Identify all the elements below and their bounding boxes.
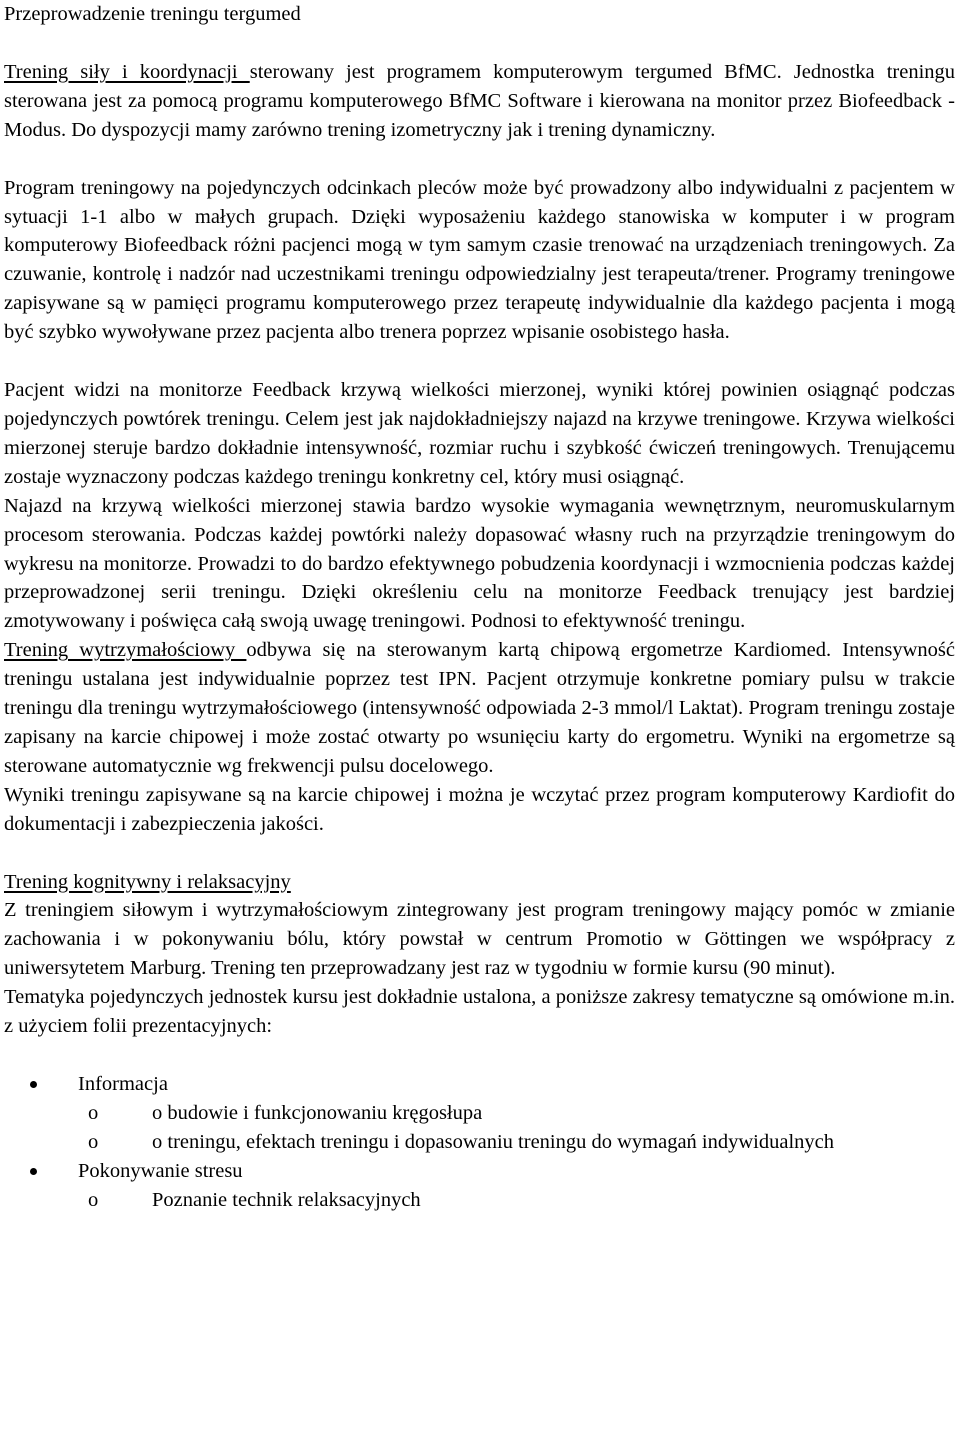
paragraph-pacjent: Pacjent widzi na monitorze Feedback krzywą wielkości mierzonej, wyniki której powinien osiągnąć podczas pojedynczych powtórek treningu. Celem jest jak najdokładniejszy najazd na krzywe treningowe. Krzywa wielkości mierzonej steruje bardzo dokładnie intensywność, rozmiar ruchu i szybkość ćwiczeń treningowych. Trenującemu zostaje wyznaczony podczas każdego treningu konkretny cel, który musi osiągnąć. [4,379,955,488]
paragraph-wyniki: Wyniki treningu zapisywane są na karcie chipowej i można je wczytać przez program komputerowy Kardiofit do dokumentacji i zabezpieczenia jakości. [4,783,955,835]
list-item [30,1070,955,1157]
endurance-training-heading: Trening wytrzymałościowy [4,639,247,662]
paragraph-cognitive: Z treningiem siłowym i wytrzymałościowym zintegrowany jest program treningowy mający pomóc w zmianie zachowania i w pokonywaniu bólu, który powstał w centrum Promotio w Göttingen we współpracy z uniwersytetem Marburg. Trening ten przeprowadzany jest raz w tygodniu w formie kursu (90 minut). [4,899,955,980]
strength-training-heading: Trening siły i koordynacji [4,60,250,83]
topic-label: Pokonywanie stresu [78,1159,243,1182]
paragraph-endurance [4,636,955,781]
subtopic-list [78,1099,955,1157]
paragraph-najazd: Najazd na krzywą wielkości mierzonej stawia bardzo wysokie wymagania wewnętrznym, neuromuskularnym procesom sterowania. Podczas każdej powtórki należy dopasować własny ruch na przyrządzie treningowym do wykresu na monitorze. Prowadzi to do bardzo efektywnego pobudzenia koordynacji i wzmocnienia podczas każdej przeprowadzonej serii treningu. Dzięki określeniu celu na monitorze Feedback trenujący jest bardziej zmotywowany i poświęca całą swoją uwagę treningowi. Podnosi to efektywność treningu. [4,494,955,633]
spacer [4,1041,955,1070]
spacer [4,839,955,868]
topic-list [4,1070,955,1215]
paragraph-program: Program treningowy na pojedynczych odcinkach pleców może być prowadzony albo indywidualni z pacjentem w sytuacji 1-1 albo w małych grupach. Dzięki wyposażeniu każdego stanowiska w komputer i w program komputerowy Biofeedback różni pacjenci mogą w tym samym czasie trenować na urządzeniach treningowych. Za czuwanie, kontrolę i nadzór nad uczestnikami treningu odpowiedzialny jest terapeuta/trener. Programy treningowe zapisywane są w pamięci programu komputerowego przez terapeutę indywidualnie dla każdego pacjenta i mogą być szybko wywoływane przez pacjenta albo trenera poprzez wpisanie osobistego hasła. [4,176,955,344]
document-title: Przeprowadzenie treningu tergumed [4,3,301,25]
intro-text: sterowany jest programem komputerowym tergumed BfMC. Jednostka treningu sterowana jest za pomocą programu komputerowego BfMC Software i kierowana na monitor przez Biofeedback - Modus. Do dyspozycji mamy zarówno trening izometryczny jak i trening dynamiczny. [4,60,956,141]
cognitive-heading: Trening kognitywny i relaksacyjny [4,870,291,893]
spacer [4,145,955,174]
topic-label: Informacja [78,1073,168,1095]
list-item: o o budowie i funkcjonowaniu kręgosłupa [88,1099,955,1128]
list-item: o Poznanie technik relaksacyjnych [88,1186,955,1215]
endurance-text: odbywa się na sterowanym kartą chipową ergometrze Kardiomed. Intensywność treningu ustalana jest indywidualnie poprzez test IPN. Pacjent otrzymuje konkretne pomiary pulsu w trakcie treningu dla treningu wytrzymałościowego (intensywność odpowiada 2-3 mmol/l Laktat). Program treningu zostaje zapisany na karcie chipowej i może zostać otwarty po wsunięciu karty do ergometru. Wyniki na ergometrze są sterowane automatycznie wg frekwencji pulsu docelowego. [4,639,955,777]
list-item [30,1157,955,1215]
spacer [4,29,955,58]
subtopic-list [78,1186,955,1215]
list-item: o o treningu, efektach treningu i dopasowaniu treningu do wymagań indywidualnych [88,1128,955,1157]
paragraph-tematyka: Tematyka pojedynczych jednostek kursu jest dokładnie ustalona, a poniższe zakresy tematyczne są omówione m.in. z użyciem folii prezentacyjnych: [4,986,955,1038]
spacer [4,347,955,376]
paragraph-intro [4,58,955,145]
